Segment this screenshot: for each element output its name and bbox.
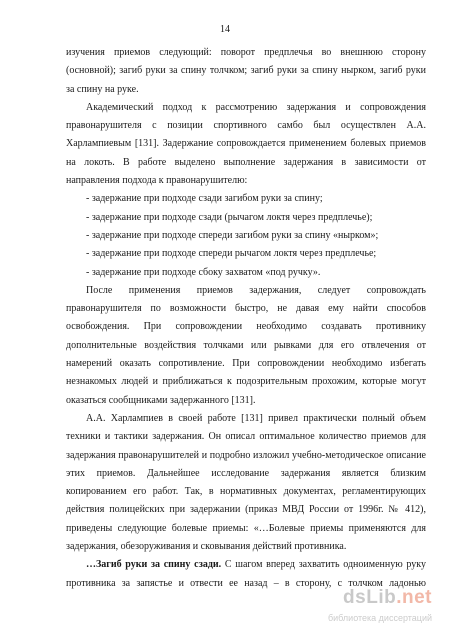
page-number: 14 [220,24,230,35]
list-item: - задержание при подходе спереди загибом руки за спину «нырком»; [86,229,379,241]
watermark [292,587,432,629]
paragraph-intro: изучения приемов следующий: поворот предплечья во внешнюю сторону (основной); загиб руки за спину толчком; загиб руки за спину нырком, загиб руки за спину на руке. [66,47,426,95]
paragraph-academic-approach: Академический подход к рассмотрению задержания и сопровождения правонарушителя с позиции спортивного самбо был осуществлен А.А. Харлампиевым [131]. Задержание сопровождается применением болевых приемов на локоть. В работе выделено выполнение задержания в зависимости от направления подхода к правонарушителю: [66,101,426,187]
watermark-caption: библиотека диссертаций [327,613,432,623]
technique-description: С шагом вперед захватить одноименную руку противника за запястье и отвести ее назад – в сторону, с толчком ладонью [66,559,427,589]
technique-heading: …Загиб руки за спину сзади. [86,559,222,571]
list-item: - задержание при подходе сзади (рычагом локтя через предплечье); [86,211,373,223]
logo-accent-text: .net [396,587,432,608]
document-body [66,44,426,593]
list-item: - задержание при подходе сбоку захватом «под ручку». [86,266,321,278]
logo-main-text: dsLib [343,587,397,608]
dslib-logo [343,587,432,609]
list-item: - задержание при подходе спереди рычагом локтя через предплечье; [86,248,377,260]
list-item: - задержание при подходе сзади загибом руки за спину; [86,193,323,205]
paragraph-kharlampiev: А.А. Харлампиев в своей работе [131] привел практически полный объем техники и тактики задержания. Он описал оптимальное количество приемов для задержания правонарушителей и подробно изложил учебно-методическое описание этих приемов. Дальнейшее исследование задержания является близким копированием его работ. Так, в нормативных документах, регламентирующих действия полицейских при задержании (приказ МВД России от 1996г. № 412), приведены следующие болевые приемы: «…Болевые приемы применяются для задержания, обезоруживания и сковывания действий противника. [66,412,426,553]
paragraph-escort: После применения приемов задержания, следует сопровождать правонарушителя по возможности быстро, не давая ему найти способов освобождения. При сопровождении необходимо создавать противнику дополнительные воздействия толчками или рывками для его отвлечения от намерений оказать сопротивление. При сопровождении необходимо избегать незнакомых людей и приближаться к подозрительным прохожим, которые могут оказаться сообщниками задержанного [131]. [66,284,426,406]
